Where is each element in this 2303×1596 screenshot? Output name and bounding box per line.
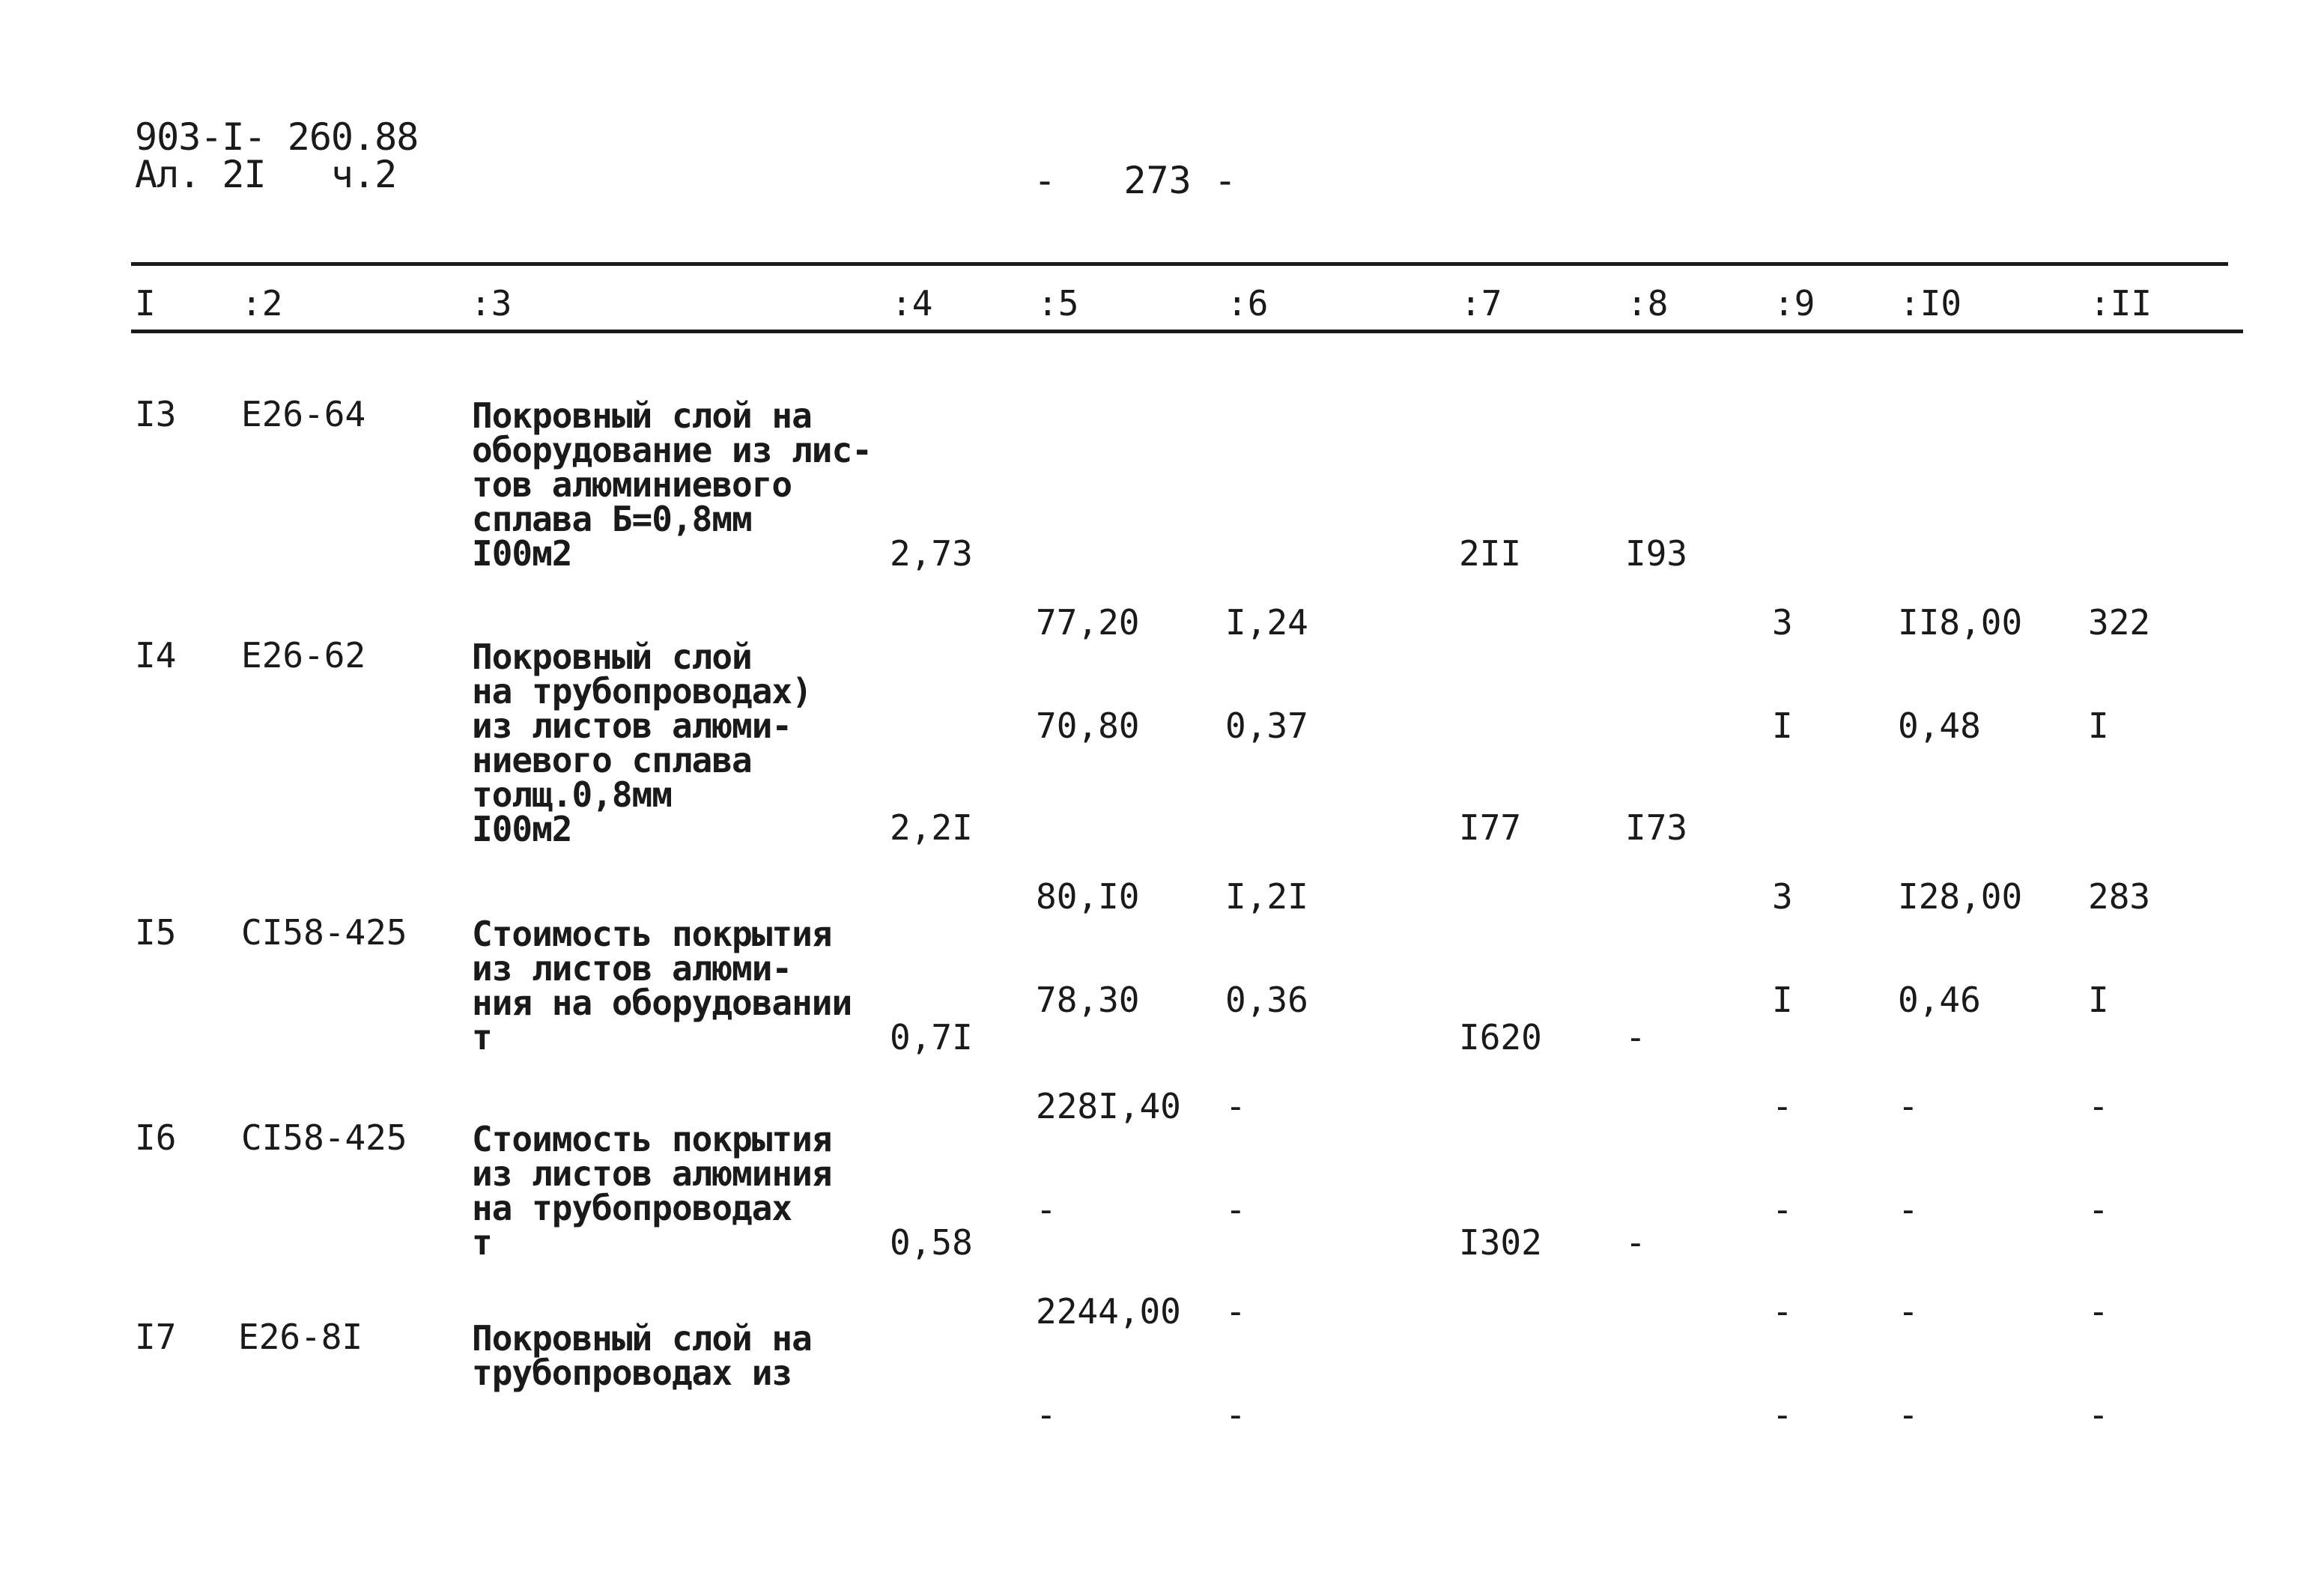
rate-code: СI58-425 bbox=[241, 1117, 407, 1158]
col11-main: - bbox=[2088, 1086, 2109, 1126]
col9-main: - bbox=[1772, 1086, 1793, 1126]
col11-main: - bbox=[2088, 1291, 2109, 1332]
desc-line: толщ.0,8мм bbox=[472, 774, 672, 815]
row-number: I7 bbox=[135, 1317, 177, 1357]
col9-sub: I bbox=[1772, 706, 1793, 746]
row-number: I5 bbox=[135, 912, 177, 953]
cost-main: 228I,40 bbox=[1036, 1086, 1181, 1126]
desc-line: т bbox=[472, 1222, 492, 1263]
cost-sub: - bbox=[1036, 1189, 1057, 1230]
doc-code: 903-I- 260.88 bbox=[135, 115, 419, 159]
row-number: I6 bbox=[135, 1117, 177, 1158]
col6-main: I,2I bbox=[1225, 876, 1308, 917]
col-header-10: :I0 bbox=[1899, 283, 1962, 324]
col-header-6: :6 bbox=[1227, 283, 1269, 324]
col-header-8: :8 bbox=[1627, 283, 1669, 324]
col7-value: I302 bbox=[1459, 1222, 1542, 1263]
col11-sub: - bbox=[2088, 1189, 2109, 1230]
desc-line: Покровный слой на bbox=[472, 1318, 812, 1359]
col6-values bbox=[1225, 1225, 1308, 1501]
desc-line: т bbox=[472, 1017, 492, 1058]
col11-sub: - bbox=[2088, 1395, 2109, 1435]
desc-line: I00м2 bbox=[472, 533, 572, 574]
cost-sub: - bbox=[1036, 1395, 1057, 1435]
col9-values bbox=[1772, 1225, 1855, 1501]
col-header-5: :5 bbox=[1037, 283, 1079, 324]
col8-value: I93 bbox=[1625, 533, 1688, 574]
col-header-11: :II bbox=[2090, 283, 2152, 324]
rate-code: Е26-62 bbox=[241, 635, 366, 676]
col-header-3: :3 bbox=[470, 283, 512, 324]
col11-sub: I bbox=[2088, 706, 2109, 746]
col9-values bbox=[1772, 536, 1855, 812]
desc-line: на трубопроводах) bbox=[472, 671, 812, 711]
col-header-7: :7 bbox=[1460, 283, 1502, 324]
col6-sub: 0,37 bbox=[1225, 706, 1308, 746]
cost-sub: 70,80 bbox=[1036, 706, 1140, 746]
row-description bbox=[472, 1318, 812, 1393]
col7-value: 2II bbox=[1459, 533, 1522, 574]
rate-code: Е26-8I bbox=[238, 1317, 363, 1357]
col10-values bbox=[1898, 536, 2022, 812]
desc-line: на трубопроводах bbox=[472, 1188, 792, 1228]
col9-main: 3 bbox=[1772, 876, 1793, 917]
desc-line: тов алюминиевого bbox=[472, 464, 792, 505]
col6-values bbox=[1225, 536, 1308, 812]
col10-main: II8,00 bbox=[1898, 602, 2023, 643]
desc-line: из листов алюми- bbox=[472, 706, 792, 746]
desc-line: сплава Б=0,8мм bbox=[472, 499, 752, 539]
col7-value: I77 bbox=[1459, 807, 1522, 848]
col10-sub: 0,46 bbox=[1898, 980, 1981, 1020]
col6-sub: - bbox=[1225, 1395, 1246, 1435]
col9-sub: - bbox=[1772, 1395, 1793, 1435]
cost-values bbox=[1036, 1225, 1181, 1501]
col10-main: - bbox=[1898, 1086, 1919, 1126]
col11-main: 283 bbox=[2088, 876, 2151, 917]
desc-line: Покровный слой на bbox=[472, 395, 812, 436]
col-header-4: :4 bbox=[891, 283, 933, 324]
col6-sub: 0,36 bbox=[1225, 980, 1308, 1020]
quantity: 2,2I bbox=[890, 807, 973, 848]
col8-value: I73 bbox=[1625, 807, 1688, 848]
desc-line: ниевого сплава bbox=[472, 740, 752, 780]
cost-main: 80,I0 bbox=[1036, 876, 1140, 917]
cost-main: 77,20 bbox=[1036, 602, 1140, 643]
cost-sub: 78,30 bbox=[1036, 980, 1140, 1020]
col6-main: - bbox=[1225, 1086, 1246, 1126]
desc-line: трубопроводах из bbox=[472, 1353, 792, 1393]
desc-line: Стоимость покрытия bbox=[472, 914, 832, 954]
quantity: 2,73 bbox=[890, 533, 973, 574]
col7-value: I620 bbox=[1459, 1017, 1542, 1058]
cost-main: 2244,00 bbox=[1036, 1291, 1181, 1332]
col9-sub: - bbox=[1772, 1189, 1793, 1230]
col9-main: 3 bbox=[1772, 602, 1793, 643]
desc-line: Стоимость покрытия bbox=[472, 1119, 832, 1159]
col11-values bbox=[2088, 536, 2171, 812]
col10-main: - bbox=[1898, 1291, 1919, 1332]
table-header-rule bbox=[131, 330, 2243, 333]
rate-code: Е26-64 bbox=[241, 394, 366, 434]
row-number: I4 bbox=[135, 635, 177, 676]
col-header-2: :2 bbox=[241, 283, 283, 324]
sheet-ref: Ал. 2I ч.2 bbox=[135, 153, 397, 196]
col6-main: - bbox=[1225, 1291, 1246, 1332]
col8-value: - bbox=[1625, 1222, 1646, 1263]
row-description bbox=[472, 914, 852, 1058]
col10-sub: - bbox=[1898, 1395, 1919, 1435]
rate-code: СI58-425 bbox=[241, 912, 407, 953]
col10-sub: 0,48 bbox=[1898, 706, 1981, 746]
desc-line: оборудование из лис- bbox=[472, 430, 872, 470]
row-description bbox=[472, 395, 872, 574]
table-top-rule bbox=[131, 262, 2228, 266]
col11-sub: I bbox=[2088, 980, 2109, 1020]
col-header-1: I bbox=[135, 283, 156, 324]
desc-line: из листов алюми- bbox=[472, 948, 792, 989]
desc-line: ния на оборудовании bbox=[472, 983, 852, 1023]
desc-line: Покровный слой bbox=[472, 637, 752, 677]
col8-value: - bbox=[1625, 1017, 1646, 1058]
col6-sub: - bbox=[1225, 1189, 1246, 1230]
col10-values bbox=[1898, 1225, 1981, 1501]
col9-main: - bbox=[1772, 1291, 1793, 1332]
row-description bbox=[472, 637, 812, 849]
row-description bbox=[472, 1119, 832, 1263]
row-number: I3 bbox=[135, 394, 177, 434]
desc-line: I00м2 bbox=[472, 809, 572, 849]
col9-sub: I bbox=[1772, 980, 1793, 1020]
col10-main: I28,00 bbox=[1898, 876, 2023, 917]
col6-main: I,24 bbox=[1225, 602, 1308, 643]
col-header-9: :9 bbox=[1773, 283, 1815, 324]
quantity: 0,58 bbox=[890, 1222, 973, 1263]
desc-line: из листов алюминия bbox=[472, 1153, 832, 1194]
page-number: - 273 - bbox=[1034, 159, 1237, 202]
col10-sub: - bbox=[1898, 1189, 1919, 1230]
col11-values bbox=[2088, 1225, 2171, 1501]
col11-main: 322 bbox=[2088, 602, 2151, 643]
quantity: 0,7I bbox=[890, 1017, 973, 1058]
cost-values bbox=[1036, 536, 1139, 812]
doc-code-block bbox=[135, 115, 419, 196]
